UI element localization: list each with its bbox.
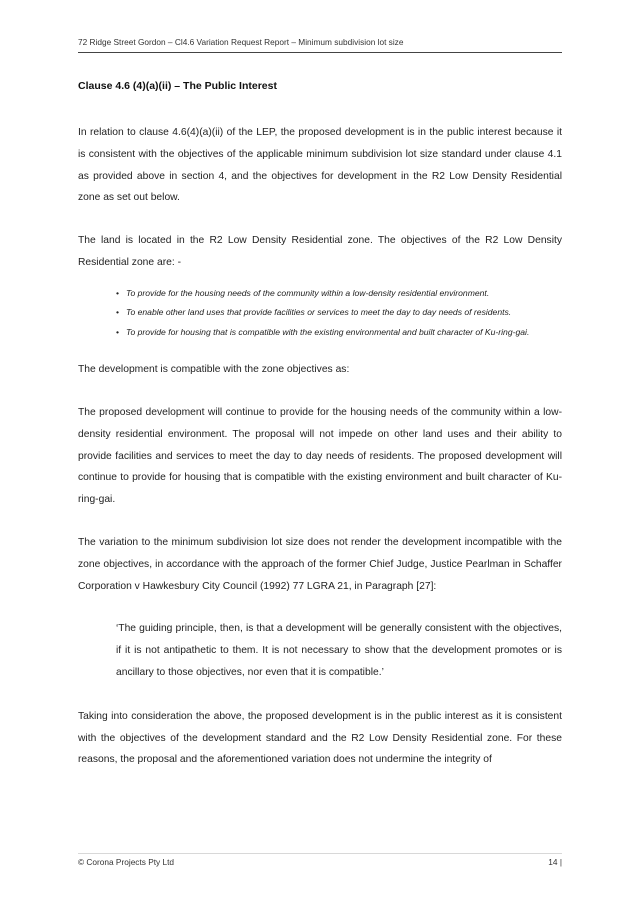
header-text: 72 Ridge Street Gordon – Cl4.6 Variation Request Report – Minimum subdivision lot size — [78, 37, 404, 47]
list-item: • To provide for the housing needs of the community within a low-density residential environment. — [116, 284, 562, 304]
list-item: • To provide for housing that is compatible with the existing environmental and built character of Ku-ring-gai. — [116, 323, 562, 343]
paragraph-public-interest: In relation to clause 4.6(4)(a)(ii) of the LEP, the proposed development is in the public interest because it is consistent with the objectives of the applicable minimum subdivision lot size standard under clause 4.1 as provided above in section 4, and the objectives for development in the R2 Low Density Residential zone as set out below. — [78, 127, 562, 204]
paragraph-variation: The variation to the minimum subdivision lot size does not render the development incompatible with the zone objectives, in accordance with the approach of the former Chief Judge, Justice Pearlman in Schaffer Corporation v Hawkesbury City Council (1992) 77 LGRA 21, in Paragraph [27]: — [78, 537, 562, 592]
paragraph-conclusion: Taking into consideration the above, the proposed development is in the public interest as it is consistent with the objectives of the development standard and the R2 Low Density Residential zone. For these reasons, the proposal and the aforementioned variation does not undermine the integrity of — [78, 710, 562, 766]
block-quote — [116, 618, 562, 683]
paragraph-compatible: The development is compatible with the zone objectives as: — [78, 364, 350, 376]
zone-objectives-list — [78, 284, 562, 343]
document-body — [78, 77, 562, 792]
bullet-icon: • — [116, 287, 120, 298]
page-header — [78, 37, 562, 53]
bullet-icon: • — [116, 326, 120, 337]
paragraph-housing-needs: The proposed development will continue to provide for the housing needs of the community within a low-density residential environment. The proposal will not impede on other land uses and their ability to provide facilities and services to meet the day to day needs of residents. The proposed development will continue to provide for housing that is compatible with the existing environment and built character of Ku-ring-gai. — [78, 407, 562, 506]
section-heading: Clause 4.6 (4)(a)(ii) – The Public Interest — [78, 80, 277, 92]
page-footer — [78, 853, 562, 867]
footer-copyright: © Corona Projects Pty Ltd — [78, 857, 175, 867]
list-item: • To enable other land uses that provide facilities or services to meet the day to day needs of residents. — [116, 303, 562, 323]
bullet-icon: • — [116, 307, 120, 318]
paragraph-zone-intro: The land is located in the R2 Low Density Residential zone. The objectives of the R2 Low Density Residential zone are: - — [78, 235, 562, 268]
quote-text: ‘The guiding principle, then, is that a development will be generally consistent with the objectives, if it is not antipathetic to them. It is not necessary to show that the development promotes or is ancillary to those objectives, nor even that it is compatible.’ — [116, 623, 562, 679]
page-number: 14 | — [548, 857, 562, 867]
